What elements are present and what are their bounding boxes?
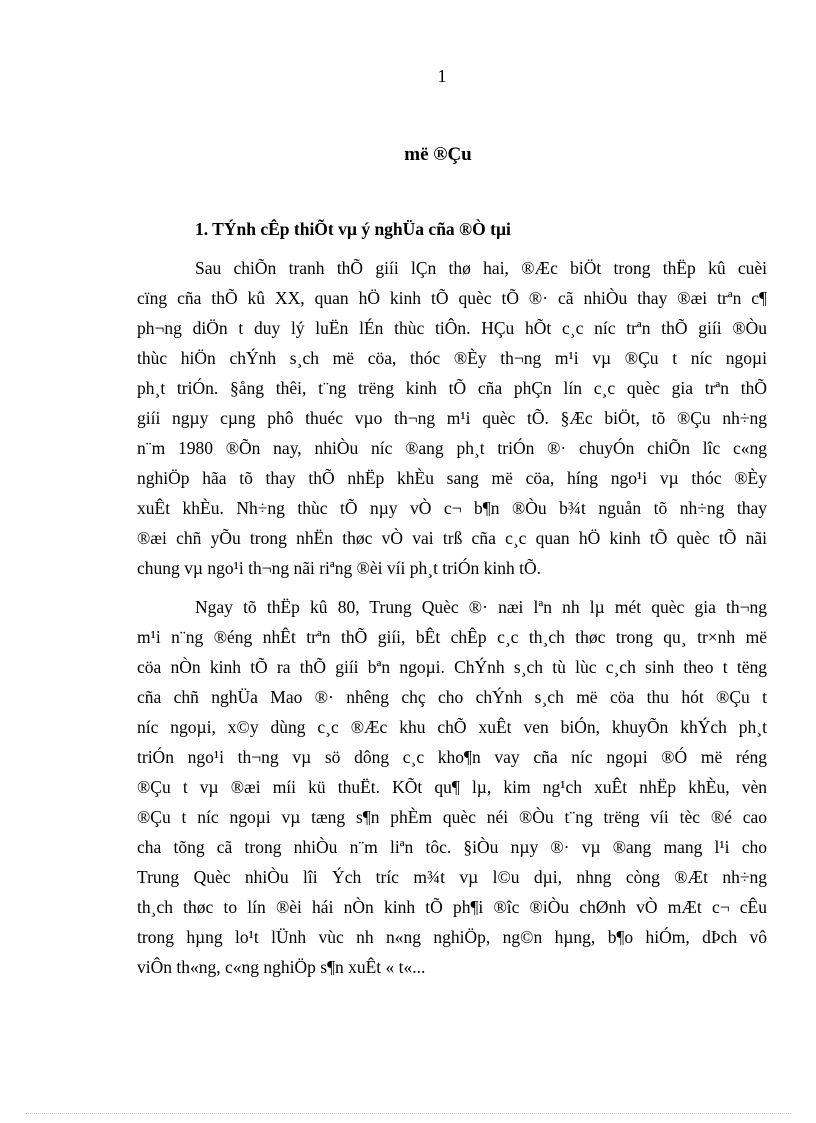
paragraph-1-line-4: thùc hiÖn chÝnh s¸ch më cöa, thóc ®Èy th¬ng m¹i vµ ®Çu t níc ngoµi [137, 348, 767, 368]
paragraph-2-line-1: Ngay tõ thËp kû 80, Trung Quèc ®· næi lªn nh lµ mét quèc gia th¬ng [195, 597, 767, 617]
paragraph-1-line-2: cïng cña thÕ kû XX, quan hÖ kinh tÕ quèc tÕ ®· cã nhiÒu thay ®æi trªn c¶ [137, 288, 767, 308]
paragraph-1-line-5: ph¸t triÓn. §ång thêi, t¨ng trëng kinh tÕ cña phÇn lín c¸c quèc gia trªn thÕ [137, 378, 767, 398]
paragraph-1-line-1: Sau chiÕn tranh thÕ giíi lÇn thø hai, ®Æc biÖt trong thËp kû cuèi [195, 258, 767, 278]
page-title: më ®Çu [404, 144, 472, 165]
section-heading: 1. TÝnh cÊp thiÕt vµ ý nghÜa cña ®Ò tµi [195, 219, 511, 239]
paragraph-2-line-8: ®Çu t níc ngoµi vµ tæng s¶n phÈm quèc néi ®Òu t¨ng trëng víi tèc ®é cao [137, 807, 767, 827]
paragraph-1-line-11: chung vµ ngo¹i th¬ng nãi riªng ®èi víi ph¸t triÓn kinh tÕ. [137, 558, 541, 578]
page-bottom-border [25, 1113, 791, 1114]
paragraph-2-line-10: Trung Quèc nhiÒu lîi Ých tríc m¾t vµ l©u dµi, nhng còng ®Æt nh÷ng [137, 867, 767, 887]
paragraph-1-line-10: ®æi chñ yÕu trong nhËn thøc vÒ vai trß cña c¸c quan hÖ kinh tÕ quèc tÕ nãi [137, 528, 767, 548]
paragraph-1-line-9: xuÊt khÈu. Nh÷ng thùc tÕ nµy vÒ c¬ b¶n ®Òu b¾t nguån tõ nh÷ng thay [137, 498, 767, 518]
paragraph-2-line-12: trong hµng lo¹t lÜnh vùc nh n«ng nghiÖp, ng©n hµng, b¶o hiÓm, dÞch vô [137, 927, 767, 947]
paragraph-2-line-13: viÔn th«ng, c«ng nghiÖp s¶n xuÊt « t«... [137, 957, 426, 977]
paragraph-2-line-7: ®Çu t vµ ®æi míi kü thuËt. KÕt qu¶ lµ, kim ng¹ch xuÊt nhËp khÈu, vèn [137, 777, 767, 797]
paragraph-2-line-11: th¸ch thøc to lín ®èi hái nÒn kinh tÕ ph¶i ®îc ®iÒu chØnh vÒ mÆt c¬ cÊu [137, 897, 767, 917]
paragraph-2-line-3: cöa nÒn kinh tÕ ra thÕ giíi bªn ngoµi. ChÝnh s¸ch tù lùc c¸ch sinh theo t tëng [137, 657, 767, 677]
paragraph-2-line-2: m¹i n¨ng ®éng nhÊt trªn thÕ giíi, bÊt chÊp c¸c th¸ch thøc trong qu¸ tr×nh më [137, 627, 767, 647]
page-number: 1 [437, 66, 447, 86]
paragraph-1-line-7: n¨m 1980 ®Õn nay, nhiÒu níc ®ang ph¸t triÓn ®· chuyÓn chiÕn lîc c«ng [137, 438, 767, 458]
paragraph-2-line-9: cha tõng cã trong nhiÒu n¨m liªn tôc. §iÒu nµy ®· vµ ®ang mang l¹i cho [137, 837, 767, 857]
paragraph-1-line-6: giíi ngµy cµng phô thuéc vµo th¬ng m¹i quèc tÕ. §Æc biÖt, tõ ®Çu nh÷ng [137, 408, 767, 428]
paragraph-2-line-5: níc ngoµi, x©y dùng c¸c ®Æc khu chÕ xuÊt ven biÓn, khuyÕn khÝch ph¸t [137, 717, 767, 737]
paragraph-2-line-4: cña chñ nghÜa Mao ®· nhêng chç cho chÝnh s¸ch më cöa thu hót ®Çu t [137, 687, 767, 707]
paragraph-2-line-6: triÓn ngo¹i th¬ng vµ sö dông c¸c kho¶n vay cña níc ngoµi ®Ó më réng [137, 747, 767, 767]
paragraph-1-line-8: nghiÖp hãa tõ thay thÕ nhËp khÈu sang më cöa, híng ngo¹i vµ thóc ®Èy [137, 468, 767, 488]
paragraph-1-line-3: ph¬ng diÖn t duy lý luËn lÉn thùc tiÔn. HÇu hÕt c¸c níc trªn thÕ giíi ®Òu [137, 318, 767, 338]
